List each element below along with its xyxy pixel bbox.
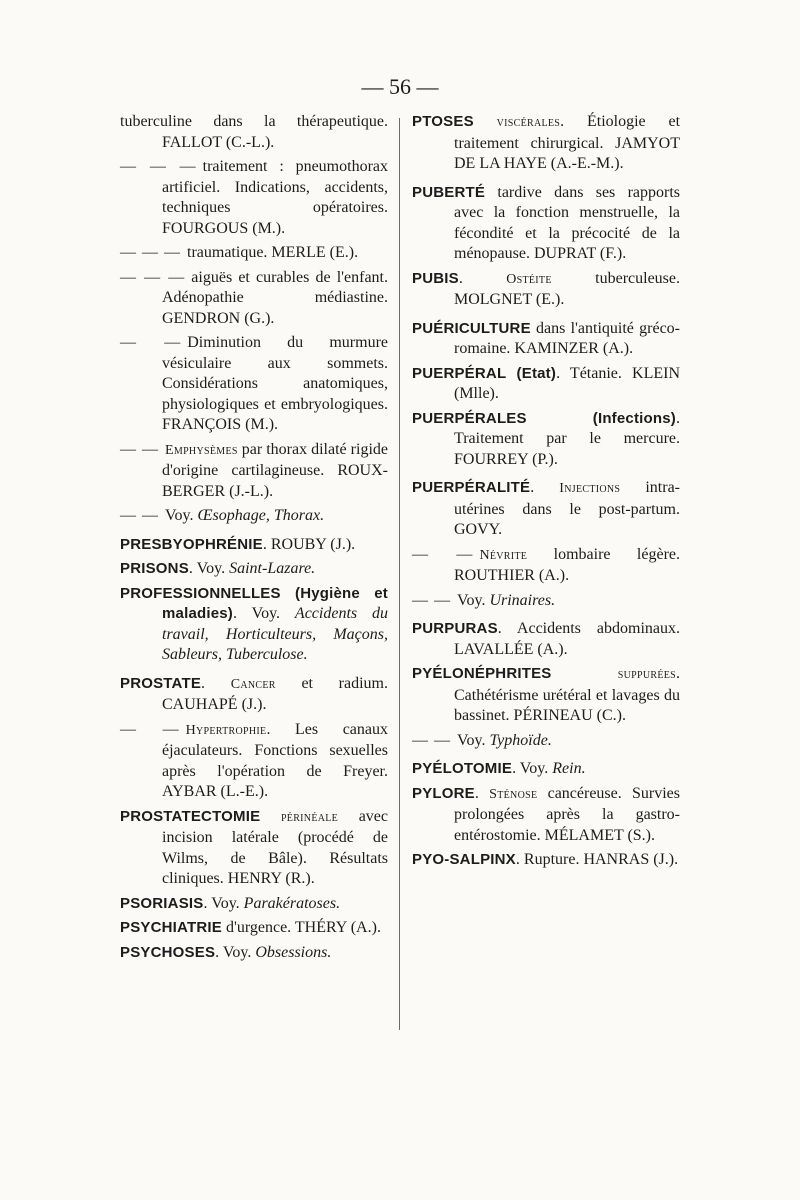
index-entry [120,894,388,915]
entry-heading: PYÉLONÉPHRITES [412,665,552,682]
entry-text: Voy. [165,507,198,524]
entry-text: . Tétanie. KLEIN (Mlle). [454,364,681,402]
index-entry [412,409,680,471]
subject-term: viscérales [496,115,561,130]
dash-marker: — — [120,720,180,738]
entry-text: Voy. [457,591,490,609]
subject-term: Cancer [230,676,276,692]
index-entry [412,759,680,780]
index-subentry [120,440,388,503]
entry-heading: PUERPÉRAL (Etat) [412,364,557,382]
cross-reference: Obsessions. [255,943,332,961]
column-divider [399,118,400,1030]
entry-text: . Voy. [203,894,244,912]
entry-heading: PUBERTÉ [412,183,486,201]
cross-reference: Œsophage, Thorax. [197,507,325,524]
entry-text: intra-utérines dans le post-partum. GOVY. [454,479,680,538]
index-entry [120,674,388,716]
entry-text: . Cathétérisme urétéral et lavages du bassinet. PÉRINEAU (C.). [454,665,680,724]
index-entry [120,807,388,890]
entry-text: traitement : pneumothorax artificiel. Indications, accidents, techniques opératoires. FOURGOUS (M.). [162,158,388,237]
entry-text: . Voy. [512,760,553,777]
entry-text: . [530,479,560,496]
entry-heading: PROSTATECTOMIE [120,807,261,825]
entry-text: tuberculeuse. MOLGNET (E.). [454,269,680,308]
entry-text: traumatique. MERLE (E.). [187,244,359,261]
subject-term: Ostéite [506,271,552,287]
index-entry [120,112,388,153]
entry-text: . Traitement par le mercure. FOURREY (P.). [454,409,680,468]
entry-heading: PTOSES [412,113,474,130]
left-column [120,112,388,967]
entry-text: . [474,784,490,802]
cross-reference: Rein. [552,760,586,777]
entry-text: aiguës et curables de l'enfant. Adénopathie médiastine. GENDRON (G.). [162,268,389,327]
entry-heading: PSYCHIATRIE [120,919,222,936]
entry-text: . Rupture. HANRAS (J.). [515,851,679,868]
entry-text: . Voy. [233,605,295,622]
entry-text: . Étiologie et traitement chirurgical. JAMYOT DE LA HAYE (A.-E.-M.). [454,113,681,172]
index-entry [412,850,680,871]
cross-reference: Saint-Lazare. [229,560,316,577]
dash-marker: — — [120,440,160,458]
index-entry [412,319,680,360]
entry-heading: PYÉLOTOMIE [412,760,513,777]
dash-marker: — — [412,731,451,749]
dash-marker: — — [412,545,474,563]
index-subentry [412,545,680,587]
entry-text: par thorax dilaté rigide d'origine cartilagineuse. ROUX-BERGER (J.-L.). [162,440,388,500]
subject-term: Emphysèmes [165,442,238,458]
index-subentry [120,720,388,803]
index-entry [120,584,388,666]
entry-text: Voy. [457,731,490,749]
entry-text: . Accidents abdominaux. LAVALLÉE (A.). [454,620,680,658]
right-column [412,112,680,875]
entry-text: tuberculine dans la thérapeutique. FALLOT (C.-L.). [120,113,388,151]
index-subentry [120,506,388,527]
entry-text [260,808,281,825]
index-entry [412,269,680,311]
entry-text [474,113,497,130]
entry-heading: PUÉRICULTURE [412,319,531,337]
entry-text: . ROUBY (J.). [262,535,356,553]
dash-marker: — — [120,507,159,524]
entry-text: . Les canaux éjaculateurs. Fonctions sexuelles après l'opération de Freyer. AYBAR (L.-E.). [162,720,388,800]
index-subentry [120,268,388,330]
entry-heading: PSORIASIS [120,894,204,912]
page-number: — 56 — [361,74,439,99]
index-entry [120,918,388,939]
entry-text: . [458,269,507,287]
entry-heading: PRESBYOPHRÉNIE [120,535,263,553]
entry-heading: PRISONS [120,560,189,577]
entry-text: . [201,674,231,692]
entry-text: lombaire légère. ROUTHIER (A.). [454,545,681,584]
index-entry [412,664,680,727]
dash-marker: — — — [120,244,181,261]
dash-marker: — — [412,591,451,609]
subject-term: Névrite [479,547,528,563]
entry-text: Diminution du murmure vésiculaire aux sommets. Considérations anatomiques, physiologiques et embryologiques. FRANÇOIS (M.). [162,334,388,433]
entry-text: d'urgence. THÉRY (A.). [221,919,381,936]
index-entry [412,112,680,175]
index-entry [412,183,680,265]
entry-heading: PURPURAS [412,620,498,637]
entry-heading: PYLORE [412,784,475,802]
index-entry [120,559,388,580]
index-entry [412,784,680,847]
subject-term: périnéale [280,809,339,825]
cross-reference: Typhoïde. [489,731,552,749]
index-entry [412,478,680,541]
dash-marker: — — — [120,268,186,286]
cross-reference: Parakératoses. [243,894,341,912]
entry-heading: PROFESSIONNELLES (Hygiène et maladies) [120,584,388,622]
entry-text: cancéreuse. Survies prolongées après la gastro-entérostomie. MÉLAMET (S.). [454,784,681,844]
index-subentry [120,333,388,436]
index-subentry [120,243,388,264]
index-subentry [412,591,680,612]
entry-heading: PUBIS [412,269,459,287]
index-entry [120,535,388,556]
index-subentry [120,157,388,239]
entry-text [552,665,618,682]
subject-term: Sténose [489,786,538,802]
entry-text: . Voy. [215,943,256,961]
entry-heading: PUERPÉRALES (Infections) [412,409,676,427]
index-entry [412,364,680,405]
index-entry [412,619,680,660]
entry-text: et radium. CAUHAPÉ (J.). [162,674,388,713]
entry-heading: PUERPÉRALITÉ [412,479,531,496]
entry-text: avec incision latérale (procédé de Wilms, de Bâle). Résultats cliniques. HENRY (R.). [162,807,388,887]
subject-term: Injections [559,481,621,496]
entry-text: dans l'antiquité gréco-romaine. KAMINZER (A.). [454,319,680,357]
subject-term: Hypertrophie [185,722,267,738]
index-subentry [412,731,680,752]
entry-text: . Voy. [188,560,230,577]
entry-heading: PSYCHOSES [120,943,216,961]
dash-marker: — — — [120,158,197,175]
subject-term: suppurées [617,667,676,682]
dash-marker: — — [120,334,182,351]
cross-reference: Accidents du travail, Horticulteurs, Maçons, Sableurs, Tuberculose. [162,605,388,663]
index-entry [120,943,388,964]
entry-heading: PYO-SALPINX [412,851,516,868]
entry-text: tardive dans ses rapports avec la fonction menstruelle, la fécondité et la précocité de la ménopause. DUPRAT (F.). [454,183,680,262]
cross-reference: Urinaires. [489,591,556,609]
entry-heading: PROSTATE [120,674,202,692]
